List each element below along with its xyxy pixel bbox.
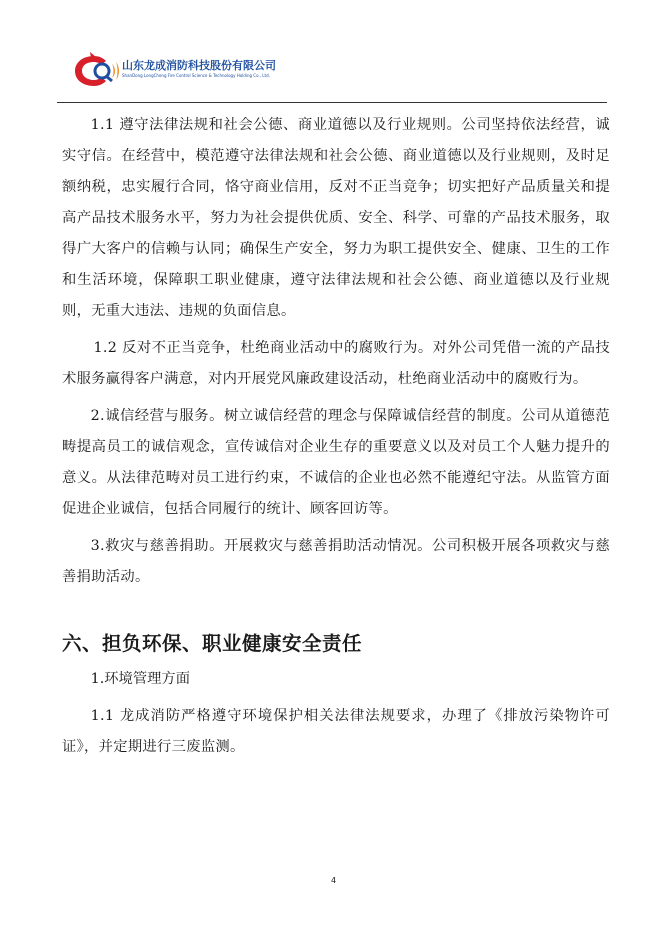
company-name-en: ShanDong LongCheng Fire Control Science & Technology Holding Co., Ltd.	[122, 73, 270, 78]
header-divider	[57, 102, 607, 103]
subsection-title: 1.环境管理方面	[90, 671, 191, 687]
document-body	[62, 110, 610, 763]
paragraph-3: 3.救灾与慈善捐助。开展救灾与慈善捐助活动情况。公司积极开展各项救灾与慈善捐助活动。	[62, 538, 610, 585]
company-name-cn: 山东龙成消防科技股份有限公司	[122, 59, 276, 72]
section-heading: 六、担负环保、职业健康安全责任	[62, 632, 363, 655]
page-number: 4	[330, 876, 337, 885]
company-logo-icon	[72, 50, 122, 90]
paragraph-env-1-1: 1.1 龙成消防严格遵守环境保护相关法律法规要求，办理了《排放污染物许可证》，并定期进行三废监测。	[62, 708, 610, 755]
page-header	[62, 44, 622, 100]
paragraph-1-1: 1.1 遵守法律法规和社会公德、商业道德以及行业规则。公司坚持依法经营，诚实守信。在经营中，模范遵守法律法规和社会公德、商业道德以及行业规则，及时足额纳税，忠实履行合同，恪守商业信用，反对不正当竞争；切实把好产品质量关和提高产品技术服务水平，努力为社会提供优质、安全、科学、可靠的产品技术服务，取得广大客户的信赖与认同；确保生产安全，努力为职工提供安全、健康、卫生的工作和生活环境，保障职工职业健康，遵守法律法规和社会公德、商业道德以及行业规则，无重大违法、违规的负面信息。	[62, 117, 610, 319]
paragraph-1-2: 1.2 反对不正当竞争，杜绝商业活动中的腐败行为。对外公司凭借一流的产品技术服务赢得客户满意，对内开展党风廉政建设活动，杜绝商业活动中的腐败行为。	[62, 340, 610, 387]
paragraph-2: 2.诚信经营与服务。树立诚信经营的理念与保障诚信经营的制度。公司从道德范畴提高员工的诚信观念，宣传诚信对企业生存的重要意义以及对员工个人魅力提升的意义。从法律范畴对员工进行约束，不诚信的企业也必然不能遵纪守法。从监管方面促进企业诚信，包括合同履行的统计、顾客回访等。	[62, 408, 610, 517]
